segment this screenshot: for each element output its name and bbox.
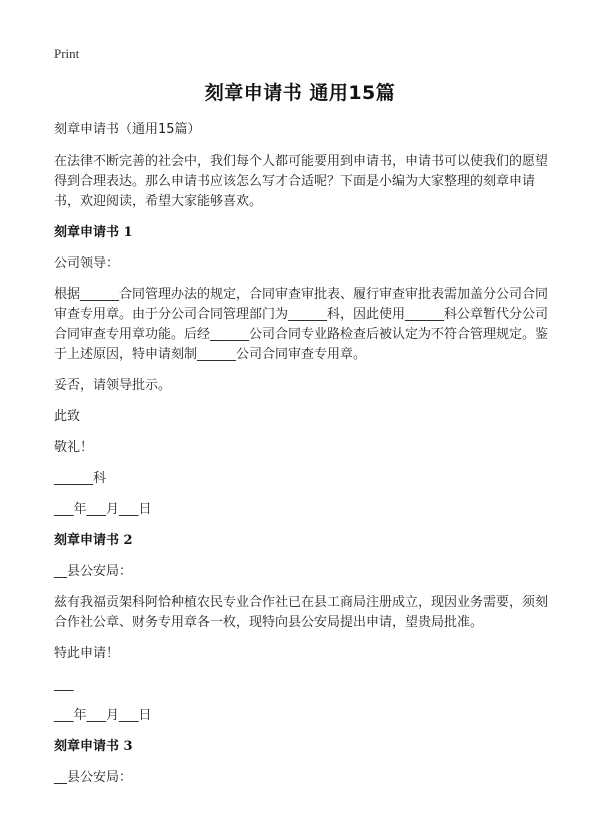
section-2-date: ___年___月___日 — [54, 708, 152, 723]
section-2-signer: ___ — [54, 677, 74, 692]
section-1-signer: ______科 — [54, 471, 107, 486]
section-1-heading: 刻章申请书 1 — [54, 225, 133, 240]
section-2-paragraph: 兹有我福贡架科阿恰种植农民专业合作社已在县工商局注册成立，现因业务需要，须刻合作社公章、财务专用章各一枚，现特向县公安局提出申请，望贵局批准。 — [54, 595, 549, 630]
section-1-closing-2: 敬礼！ — [54, 440, 94, 455]
intro-paragraph: 在法律不断完善的社会中，我们每个人都可能要用到申请书，申请书可以使我们的愿望得到合理表达。那么申请书应该怎么写才合适呢？下面是小编为大家整理的刻章申请书，欢迎阅读，希望大家能够喜欢。 — [54, 154, 549, 209]
document-body — [54, 120, 548, 799]
section-2-request: 特此申请！ — [54, 646, 120, 661]
section-2-heading: 刻章申请书 2 — [54, 533, 133, 548]
section-2-greeting: __县公安局： — [54, 564, 133, 579]
section-3-heading: 刻章申请书 3 — [54, 739, 133, 754]
section-1-greeting: 公司领导： — [54, 256, 120, 271]
section-1-paragraph: 根据______合同管理办法的规定，合同审查审批表、履行审查审批表需加盖分公司合同审查专用章。由于分公司合同管理部门为______科，因此使用______科公章暂代分公司合同审查专用章功能。后经______公司合同专业路检查后被认定为不符合管理规定。鉴于上述原因，特申请刻制______公司合同审查专用章。 — [54, 287, 549, 362]
section-1-request: 妥否，请领导批示。 — [54, 378, 172, 393]
section-3-greeting: __县公安局： — [54, 770, 133, 785]
document-subtitle: 刻章申请书（通用15篇） — [54, 122, 201, 137]
print-label: Print — [54, 46, 80, 61]
section-1-date: ___年___月___日 — [54, 502, 152, 517]
page-title: 刻章申请书 通用15篇 — [204, 82, 396, 104]
section-1-closing-1: 此致 — [54, 409, 81, 424]
